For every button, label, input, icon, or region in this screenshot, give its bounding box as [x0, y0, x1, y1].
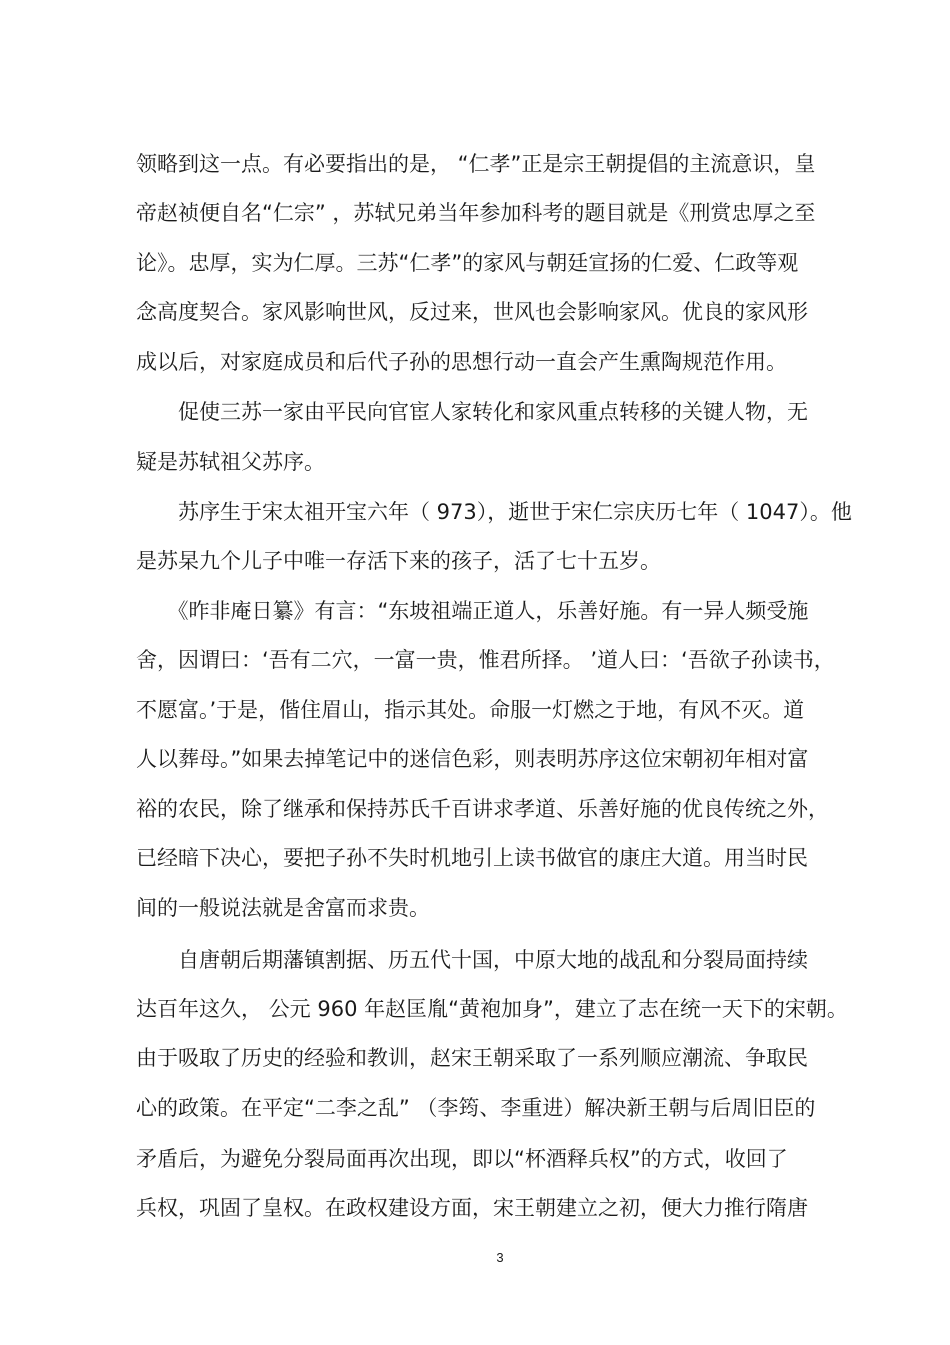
text-line: 达百年这久， 公元 960 年赵匡胤“黄袍加身”，建立了志在统一天下的宋朝。 — [136, 997, 848, 1021]
text-line: 已经暗下决心，要把子孙不失时机地引上读书做官的康庄大道。用当时民 — [136, 846, 808, 870]
text-line: 念高度契合。家风影响世风，反过来，世风也会影响家风。优良的家风形 — [136, 300, 808, 324]
text-line: 舍，因谓曰：‘吾有二穴，一富一贵，惟君所择。 ’道人曰：‘吾欲子孙读书， — [136, 648, 835, 672]
text-line: 间的一般说法就是舍富而求贵。 — [136, 896, 430, 920]
text-line: 心的政策。在平定“二李之乱” （李筠、李重进）解决新王朝与后周旧臣的 — [136, 1096, 816, 1120]
text-line: 帝赵祯便自名“仁宗” ，苏轼兄弟当年参加科考的题目就是《刑赏忠厚之至 — [136, 201, 816, 225]
text-line: 《昨非庵日纂》有言：“东坡祖端正道人，乐善好施。有一异人频受施 — [136, 599, 809, 623]
text-line: 由于吸取了历史的经验和教训，赵宋王朝采取了一系列顺应潮流、争取民 — [136, 1046, 808, 1070]
text-line: 领略到这一点。有必要指出的是， “仁孝”正是宗王朝提倡的主流意识，皇 — [136, 152, 816, 176]
text-line: 成以后，对家庭成员和后代子孙的思想行动一直会产生熏陶规范作用。 — [136, 350, 787, 374]
text-line: 苏序生于宋太祖开宝六年（ 973），逝世于宋仁宗庆历七年（ 1047）。他 — [136, 500, 852, 524]
text-line: 论》。忠厚，实为仁厚。三苏“仁孝”的家风与朝廷宣扬的仁爱、仁政等观 — [136, 251, 799, 275]
text-line: 裕的农民，除了继承和保持苏氏千百讲求孝道、乐善好施的优良传统之外， — [136, 797, 829, 821]
page-number: 3 — [496, 1250, 504, 1265]
text-line: 疑是苏轼祖父苏序。 — [136, 450, 325, 474]
text-line: 是苏杲九个儿子中唯一存活下来的孩子，活了七十五岁。 — [136, 549, 661, 573]
text-line: 兵权，巩固了皇权。在政权建设方面，宋王朝建立之初，便大力推行隋唐 — [136, 1196, 808, 1220]
text-line: 促使三苏一家由平民向官宦人家转化和家风重点转移的关键人物，无 — [136, 400, 808, 424]
text-line: 人以葬母。”如果去掉笔记中的迷信色彩，则表明苏序这位宋朝初年相对富 — [136, 747, 809, 771]
text-line: 矛盾后，为避免分裂局面再次出现，即以“杯酒释兵权”的方式，收回了 — [136, 1147, 788, 1171]
text-line: 自唐朝后期藩镇割据、历五代十国，中原大地的战乱和分裂局面持续 — [136, 948, 808, 972]
text-line: 不愿富。’于是，偕住眉山，指示其处。命服一灯燃之于地，有风不灭。道 — [136, 698, 805, 722]
